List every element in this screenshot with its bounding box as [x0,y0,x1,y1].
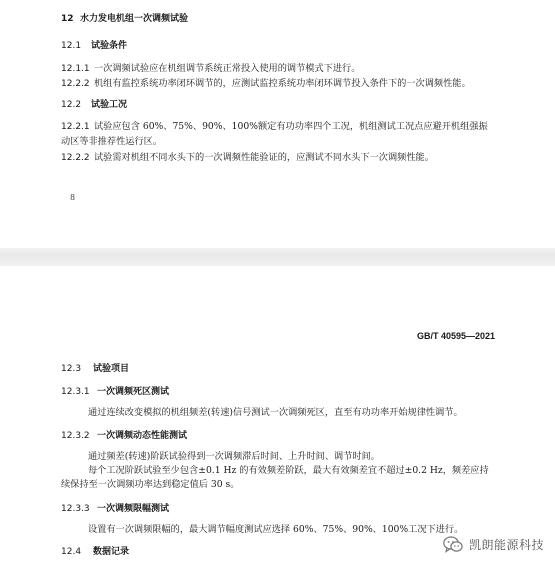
chapter-number: 12 [61,14,74,24]
page-number: 8 [70,193,76,202]
clause-title: 一次调频动态性能测试 [97,431,188,441]
clause-text-line3: 续保持至一次调频功率达到稳定值后 30 s。 [61,479,240,490]
clause-title: 一次调频限幅测试 [97,504,170,514]
section-number: 12.2 [61,100,82,110]
clause-text-line2: 动区等非推荐性运行区。 [61,136,163,147]
clause-number: 12.3.1 [61,387,90,397]
section-title: 试验项目 [93,364,130,374]
clause-number: 12.3.3 [61,504,90,514]
watermark-text: 凯朗能源科技 [469,538,545,552]
chapter-title: 水力发电机组一次调频试验 [80,14,189,24]
page-separator [0,248,555,266]
watermark [443,536,544,553]
document-page-upper [0,0,555,248]
section-number: 12.4 [61,547,82,557]
clause-title: 一次调频死区测试 [97,387,170,397]
section-title: 试验工况 [91,100,128,110]
clause-text: 通过连续改变模拟的机组频差(转速)信号测试一次调频死区，直至有功功率开始规律性调节。 [88,407,463,418]
clause-number: 12.3.2 [61,431,90,441]
clause-text: 试验需对机组不同水头下的一次调频性能验证的，应测试不同水头下一次调频性能。 [94,152,434,163]
document-page-lower [0,266,555,567]
clause-text: 一次调频试验应在机组调节系统正常投入使用的调节模式下进行。 [94,63,361,74]
clause-number: 12.2.2 [61,153,90,163]
standard-identifier: GB/T 40595—2021 [416,331,495,341]
clause-number: 12.2.2 [61,79,90,89]
clause-text: 设置有一次调频限幅的，最大调节幅度测试应选择 60%、75%、90%、100%工况下进行。 [88,524,464,535]
section-title: 试验条件 [91,41,128,51]
section-title: 数据记录 [93,547,130,557]
clause-number: 12.2.1 [61,122,90,132]
clause-number: 12.1.1 [61,64,90,74]
section-number: 12.3 [61,364,82,374]
clause-text-line1: 通过频差(转速)阶跃试验得到一次调频滞后时间、上升时间、调节时间。 [88,451,380,462]
section-number: 12.1 [61,41,82,51]
clause-text: 机组有监控系统功率闭环调节的，应测试监控系统功率闭环调节投入条件下的一次调频性能。 [94,78,471,89]
clause-text-line1: 试验应包含 60%、75%、90%、100%额定有功功率四个工况，机组测试工况点应避开机组强振 [94,121,488,132]
clause-text-line2: 每个工况阶跃试验至少包含±0.1 Hz 的有效频差阶跃，最大有效频差宜不超过±0.2 Hz，频差应持 [88,465,489,476]
wechat-icon [443,536,463,553]
